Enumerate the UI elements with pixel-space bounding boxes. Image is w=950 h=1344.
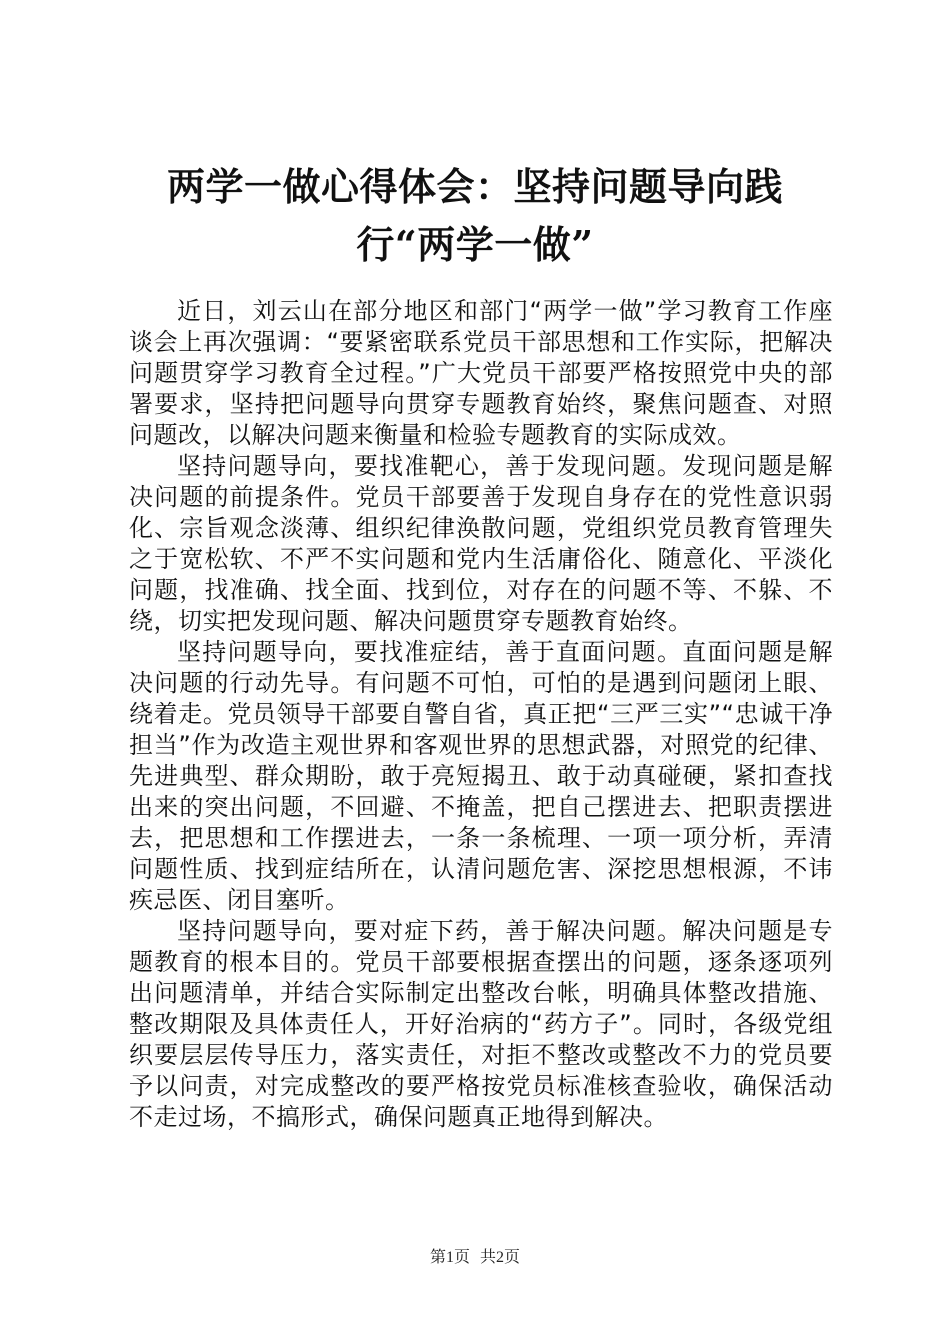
paragraph-solve-problems: 坚持问题导向，要对症下药，善于解决问题。解决问题是专题教育的根本目的。党员干部要根据查摆出的问题，逐条逐项列出问题清单，并结合实际制定出整改台帐，明确具体整改措施、整改期限及具体责任人，开好治病的“药方子”。同时，各级党组织要层层传导压力，落实责任，对拒不整改或整改不力的党员要予以问责，对完成整改的要严格按党员标准核查验收，确保活动不走过场，不搞形式，确保问题真正地得到解决。 <box>129 917 833 1131</box>
page-footer <box>0 1244 950 1267</box>
page-number-current: 第1页 <box>429 1249 470 1266</box>
paragraph-find-problems: 坚持问题导向，要找准靶心，善于发现问题。发现问题是解决问题的前提条件。党员干部要善于发现自身存在的党性意识弱化、宗旨观念淡薄、组织纪律涣散问题，党组织党员教育管理失之于宽松软、不严不实问题和党内生活庸俗化、随意化、平淡化问题，找准确、找全面、找到位，对存在的问题不等、不躲、不绕，切实把发现问题、解决问题贯穿专题教育始终。 <box>129 452 833 635</box>
document-body <box>129 296 833 1133</box>
paragraph-intro: 近日，刘云山在部分地区和部门“两学一做”学习教育工作座谈会上再次强调：“要紧密联系党员干部思想和工作实际，把解决问题贯穿学习教育全过程。”广大党员干部要严格按照党中央的部署要求，坚持把问题导向贯穿专题教育始终，聚焦问题查、对照问题改，以解决问题来衡量和检验专题教育的实际成效。 <box>129 297 833 449</box>
page-number-total: 共2页 <box>480 1249 521 1266</box>
document-title: 两学一做心得体会：坚持问题导向践行“两学一做” <box>166 164 783 267</box>
paragraph-face-problems: 坚持问题导向，要找准症结，善于直面问题。直面问题是解决问题的行动先导。有问题不可怕，可怕的是遇到问题闭上眼、绕着走。党员领导干部要自警自省，真正把“三严三实”“忠诚干净担当”作为改造主观世界和客观世界的思想武器，对照党的纪律、先进典型、群众期盼，敢于亮短揭丑、敢于动真碰硬，紧扣查找出来的突出问题，不回避、不掩盖，把自己摆进去、把职责摆进去，把思想和工作摆进去，一条一条梳理、一项一项分析，弄清问题性质、找到症结所在，认清问题危害、深挖思想根源，不讳疾忌医、闭目塞听。 <box>129 638 833 914</box>
